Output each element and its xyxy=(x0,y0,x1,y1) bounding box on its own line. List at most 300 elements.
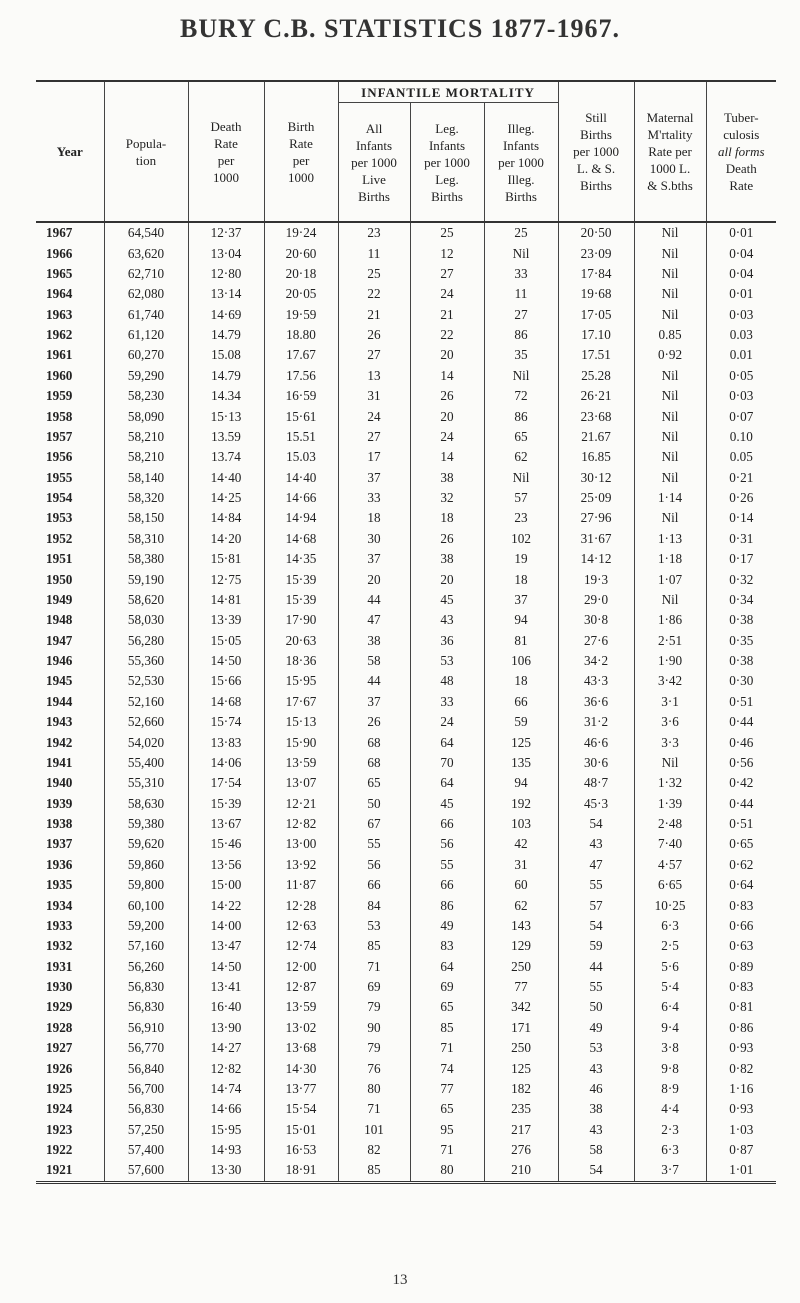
cell-birth-rate: 17.67 xyxy=(264,345,338,365)
cell-maternal-mortality: 6·3 xyxy=(634,1140,706,1160)
cell-population: 58,380 xyxy=(104,549,188,569)
cell-leg-infants: 20 xyxy=(410,406,484,426)
cell-illeg-infants: 57 xyxy=(484,488,558,508)
table-row xyxy=(36,1038,776,1058)
cell-population: 58,230 xyxy=(104,386,188,406)
cell-year: 1951 xyxy=(36,549,104,569)
cell-death-rate: 12·82 xyxy=(188,1058,264,1078)
cell-maternal-mortality: 1·32 xyxy=(634,773,706,793)
cell-population: 56,260 xyxy=(104,957,188,977)
cell-maternal-mortality: Nil xyxy=(634,386,706,406)
header-line: Illeg. xyxy=(507,120,535,136)
cell-maternal-mortality: 6·3 xyxy=(634,916,706,936)
cell-all-infants: 31 xyxy=(338,386,410,406)
cell-illeg-infants: 171 xyxy=(484,1018,558,1038)
table-row xyxy=(36,386,776,406)
cell-birth-rate: 12·74 xyxy=(264,936,338,956)
cell-birth-rate: 20·18 xyxy=(264,264,338,284)
cell-all-infants: 27 xyxy=(338,427,410,447)
table-row xyxy=(36,814,776,834)
cell-birth-rate: 12·82 xyxy=(264,814,338,834)
cell-population: 59,200 xyxy=(104,916,188,936)
cell-all-infants: 37 xyxy=(338,549,410,569)
cell-illeg-infants: 60 xyxy=(484,875,558,895)
cell-birth-rate: 14·35 xyxy=(264,549,338,569)
cell-still-births: 43 xyxy=(558,1058,634,1078)
cell-death-rate: 13·90 xyxy=(188,1018,264,1038)
cell-still-births: 16.85 xyxy=(558,447,634,467)
cell-birth-rate: 15·90 xyxy=(264,732,338,752)
cell-illeg-infants: 125 xyxy=(484,1058,558,1078)
cell-death-rate: 14·84 xyxy=(188,508,264,528)
cell-all-infants: 68 xyxy=(338,732,410,752)
cell-all-infants: 82 xyxy=(338,1140,410,1160)
cell-tuberculosis: 0·21 xyxy=(729,469,754,485)
cell-population: 58,090 xyxy=(104,406,188,426)
cell-all-infants: 23 xyxy=(338,222,410,243)
cell-death-rate: 15·81 xyxy=(188,549,264,569)
cell-all-infants: 27 xyxy=(338,345,410,365)
cell-maternal-mortality: Nil xyxy=(634,264,706,284)
cell-all-infants: 79 xyxy=(338,997,410,1017)
cell-still-births: 36·6 xyxy=(558,692,634,712)
cell-population: 59,800 xyxy=(104,875,188,895)
cell-birth-rate: 13·77 xyxy=(264,1079,338,1099)
cell-leg-infants: 20 xyxy=(410,569,484,589)
table-row xyxy=(36,936,776,956)
header-line: Rate xyxy=(729,178,754,193)
header-line: L. & S. xyxy=(576,161,616,176)
cell-year: 1927 xyxy=(36,1038,104,1058)
header-line: Births xyxy=(358,188,390,204)
cell-population: 62,080 xyxy=(104,284,188,304)
cell-illeg-infants: 19 xyxy=(484,549,558,569)
cell-still-births: 30·12 xyxy=(558,468,634,488)
cell-population: 59,620 xyxy=(104,834,188,854)
cell-tuberculosis: 0·17 xyxy=(729,551,754,567)
cell-leg-infants: 22 xyxy=(410,325,484,345)
cell-population: 58,210 xyxy=(104,427,188,447)
table-row xyxy=(36,569,776,589)
cell-leg-infants: 14 xyxy=(410,447,484,467)
table-row xyxy=(36,732,776,752)
cell-tuberculosis: 0·56 xyxy=(729,754,754,770)
cell-all-infants: 56 xyxy=(338,855,410,875)
cell-maternal-mortality: Nil xyxy=(634,305,706,325)
cell-death-rate: 13.59 xyxy=(188,427,264,447)
cell-tuberculosis: 0·83 xyxy=(729,897,754,913)
cell-year: 1926 xyxy=(36,1058,104,1078)
header-line: Still xyxy=(585,110,607,125)
cell-population: 58,030 xyxy=(104,610,188,630)
cell-year: 1965 xyxy=(36,264,104,284)
header-line: Death xyxy=(210,118,242,134)
cell-tuberculosis: 1·03 xyxy=(729,1121,754,1137)
cell-all-infants: 33 xyxy=(338,488,410,508)
cell-illeg-infants: 135 xyxy=(484,753,558,773)
cell-death-rate: 16·40 xyxy=(188,997,264,1017)
table-row xyxy=(36,794,776,814)
cell-year: 1923 xyxy=(36,1120,104,1140)
cell-leg-infants: 45 xyxy=(410,590,484,610)
header-line: per xyxy=(292,152,310,168)
cell-illeg-infants: 250 xyxy=(484,1038,558,1058)
cell-year: 1921 xyxy=(36,1160,104,1182)
cell-year: 1924 xyxy=(36,1099,104,1119)
cell-tuberculosis: 0·82 xyxy=(729,1060,754,1076)
cell-tuberculosis: 0·14 xyxy=(729,510,754,526)
cell-death-rate: 12·80 xyxy=(188,264,264,284)
cell-maternal-mortality: 1·07 xyxy=(634,569,706,589)
cell-birth-rate: 13·02 xyxy=(264,1018,338,1038)
cell-illeg-infants: 342 xyxy=(484,997,558,1017)
cell-birth-rate: 13·59 xyxy=(264,753,338,773)
cell-leg-infants: 14 xyxy=(410,366,484,386)
header-line: Births xyxy=(431,188,463,204)
cell-maternal-mortality: 10·25 xyxy=(634,895,706,915)
cell-maternal-mortality: Nil xyxy=(634,406,706,426)
table-row xyxy=(36,508,776,528)
cell-tuberculosis: 0·44 xyxy=(729,795,754,811)
cell-still-births: 31·2 xyxy=(558,712,634,732)
cell-maternal-mortality: 3·7 xyxy=(634,1160,706,1182)
cell-illeg-infants: 86 xyxy=(484,325,558,345)
cell-year: 1935 xyxy=(36,875,104,895)
cell-tuberculosis: 0·83 xyxy=(729,979,754,995)
cell-still-births: 19·68 xyxy=(558,284,634,304)
header-line: Rate xyxy=(214,135,238,151)
header-line: Infants xyxy=(502,137,540,153)
cell-maternal-mortality: 1·14 xyxy=(634,488,706,508)
cell-maternal-mortality: Nil xyxy=(634,366,706,386)
cell-illeg-infants: 192 xyxy=(484,794,558,814)
cell-death-rate: 14·20 xyxy=(188,529,264,549)
cell-population: 55,400 xyxy=(104,753,188,773)
cell-maternal-mortality: 5·4 xyxy=(634,977,706,997)
cell-tuberculosis: 0·35 xyxy=(729,632,754,648)
cell-still-births: 44 xyxy=(558,957,634,977)
cell-illeg-infants: 18 xyxy=(484,671,558,691)
cell-leg-infants: 26 xyxy=(410,386,484,406)
cell-birth-rate: 17.56 xyxy=(264,366,338,386)
cell-tuberculosis: 0·93 xyxy=(729,1040,754,1056)
cell-leg-infants: 71 xyxy=(410,1038,484,1058)
table-row xyxy=(36,1160,776,1182)
cell-all-infants: 20 xyxy=(338,569,410,589)
cell-leg-infants: 38 xyxy=(410,549,484,569)
cell-maternal-mortality: Nil xyxy=(634,468,706,488)
cell-tuberculosis: 0·01 xyxy=(729,225,754,241)
cell-tuberculosis: 0·51 xyxy=(729,693,754,709)
cell-birth-rate: 15.51 xyxy=(264,427,338,447)
cell-leg-infants: 38 xyxy=(410,468,484,488)
cell-tuberculosis: 0·31 xyxy=(729,530,754,546)
col-header-illeg-infants xyxy=(484,103,558,223)
cell-year: 1925 xyxy=(36,1079,104,1099)
cell-still-births: 25·09 xyxy=(558,488,634,508)
cell-leg-infants: 36 xyxy=(410,631,484,651)
cell-population: 60,270 xyxy=(104,345,188,365)
cell-maternal-mortality: 0·92 xyxy=(634,345,706,365)
cell-birth-rate: 15·39 xyxy=(264,569,338,589)
table-row xyxy=(36,957,776,977)
col-header-leg-infants xyxy=(410,103,484,223)
cell-death-rate: 15·95 xyxy=(188,1120,264,1140)
cell-illeg-infants: 35 xyxy=(484,345,558,365)
table-row xyxy=(36,1099,776,1119)
cell-maternal-mortality: Nil xyxy=(634,447,706,467)
cell-leg-infants: 85 xyxy=(410,1018,484,1038)
table-row xyxy=(36,671,776,691)
cell-illeg-infants: 106 xyxy=(484,651,558,671)
table-row xyxy=(36,753,776,773)
table-row xyxy=(36,325,776,345)
cell-death-rate: 14.34 xyxy=(188,386,264,406)
cell-death-rate: 15·00 xyxy=(188,875,264,895)
header-line: Illeg. xyxy=(507,171,535,187)
cell-still-births: 48·7 xyxy=(558,773,634,793)
cell-maternal-mortality: 3·1 xyxy=(634,692,706,712)
cell-tuberculosis: 0·03 xyxy=(729,306,754,322)
cell-still-births: 46 xyxy=(558,1079,634,1099)
cell-maternal-mortality: 2·3 xyxy=(634,1120,706,1140)
cell-still-births: 38 xyxy=(558,1099,634,1119)
header-line: 1000 xyxy=(213,169,239,185)
cell-all-infants: 90 xyxy=(338,1018,410,1038)
cell-tuberculosis: 0·38 xyxy=(729,612,754,628)
cell-year: 1950 xyxy=(36,569,104,589)
cell-leg-infants: 65 xyxy=(410,997,484,1017)
cell-population: 56,770 xyxy=(104,1038,188,1058)
cell-birth-rate: 12·28 xyxy=(264,895,338,915)
cell-death-rate: 13·47 xyxy=(188,936,264,956)
cell-year: 1963 xyxy=(36,305,104,325)
cell-all-infants: 44 xyxy=(338,590,410,610)
cell-still-births: 14·12 xyxy=(558,549,634,569)
cell-maternal-mortality: 2·48 xyxy=(634,814,706,834)
cell-all-infants: 101 xyxy=(338,1120,410,1140)
cell-maternal-mortality: 8·9 xyxy=(634,1079,706,1099)
cell-death-rate: 12·37 xyxy=(188,222,264,243)
cell-tuberculosis: 0·89 xyxy=(729,958,754,974)
cell-population: 58,210 xyxy=(104,447,188,467)
cell-birth-rate: 15·01 xyxy=(264,1120,338,1140)
cell-population: 63,620 xyxy=(104,243,188,263)
cell-leg-infants: 20 xyxy=(410,345,484,365)
header-line: Live xyxy=(362,171,386,187)
cell-still-births: 45·3 xyxy=(558,794,634,814)
table-row xyxy=(36,529,776,549)
cell-illeg-infants: 143 xyxy=(484,916,558,936)
header-line: per 1000 xyxy=(573,144,619,159)
cell-year: 1942 xyxy=(36,732,104,752)
table-row xyxy=(36,1120,776,1140)
cell-year: 1955 xyxy=(36,468,104,488)
cell-tuberculosis: 0·51 xyxy=(729,816,754,832)
cell-illeg-infants: 33 xyxy=(484,264,558,284)
cell-birth-rate: 19·59 xyxy=(264,305,338,325)
cell-tuberculosis: 0·81 xyxy=(729,999,754,1015)
cell-year: 1953 xyxy=(36,508,104,528)
header-line: Birth xyxy=(287,118,315,134)
cell-maternal-mortality: 1·39 xyxy=(634,794,706,814)
cell-year: 1959 xyxy=(36,386,104,406)
cell-still-births: 47 xyxy=(558,855,634,875)
cell-all-infants: 58 xyxy=(338,651,410,671)
cell-illeg-infants: 86 xyxy=(484,406,558,426)
cell-year: 1940 xyxy=(36,773,104,793)
table-row xyxy=(36,773,776,793)
cell-all-infants: 69 xyxy=(338,977,410,997)
cell-all-infants: 71 xyxy=(338,957,410,977)
cell-maternal-mortality: 1·18 xyxy=(634,549,706,569)
cell-population: 58,140 xyxy=(104,468,188,488)
cell-tuberculosis: 0·65 xyxy=(729,836,754,852)
cell-illeg-infants: 66 xyxy=(484,692,558,712)
cell-year: 1945 xyxy=(36,671,104,691)
header-line: Infants xyxy=(355,137,393,153)
cell-birth-rate: 20·60 xyxy=(264,243,338,263)
cell-maternal-mortality: Nil xyxy=(634,508,706,528)
cell-tuberculosis: 0.01 xyxy=(729,347,753,363)
cell-death-rate: 14·25 xyxy=(188,488,264,508)
cell-illeg-infants: 72 xyxy=(484,386,558,406)
table-row xyxy=(36,488,776,508)
cell-death-rate: 13·67 xyxy=(188,814,264,834)
cell-all-infants: 79 xyxy=(338,1038,410,1058)
cell-year: 1937 xyxy=(36,834,104,854)
cell-still-births: 23·09 xyxy=(558,243,634,263)
cell-population: 64,540 xyxy=(104,222,188,243)
header-line: Leg. xyxy=(435,120,459,136)
cell-birth-rate: 13·59 xyxy=(264,997,338,1017)
cell-still-births: 54 xyxy=(558,1160,634,1182)
cell-leg-infants: 49 xyxy=(410,916,484,936)
cell-population: 61,120 xyxy=(104,325,188,345)
header-line: all forms xyxy=(717,144,765,159)
cell-all-infants: 17 xyxy=(338,447,410,467)
cell-all-infants: 65 xyxy=(338,773,410,793)
cell-year: 1956 xyxy=(36,447,104,467)
cell-still-births: 50 xyxy=(558,997,634,1017)
cell-death-rate: 12·75 xyxy=(188,569,264,589)
cell-leg-infants: 71 xyxy=(410,1140,484,1160)
cell-population: 58,150 xyxy=(104,508,188,528)
cell-still-births: 27·96 xyxy=(558,508,634,528)
cell-illeg-infants: 25 xyxy=(484,222,558,243)
cell-tuberculosis: 0·66 xyxy=(729,917,754,933)
cell-still-births: 30·8 xyxy=(558,610,634,630)
cell-death-rate: 15.08 xyxy=(188,345,264,365)
cell-death-rate: 15·39 xyxy=(188,794,264,814)
group-header-infantile-mortality: INFANTILE MORTALITY xyxy=(338,82,558,103)
table-row xyxy=(36,305,776,325)
cell-illeg-infants: 125 xyxy=(484,732,558,752)
cell-all-infants: 84 xyxy=(338,895,410,915)
cell-year: 1961 xyxy=(36,345,104,365)
cell-all-infants: 25 xyxy=(338,264,410,284)
cell-maternal-mortality: 5·6 xyxy=(634,957,706,977)
table-row xyxy=(36,1018,776,1038)
cell-leg-infants: 24 xyxy=(410,712,484,732)
header-line: tion xyxy=(135,152,157,168)
cell-all-infants: 38 xyxy=(338,631,410,651)
cell-death-rate: 15·66 xyxy=(188,671,264,691)
cell-population: 59,380 xyxy=(104,814,188,834)
cell-death-rate: 13.74 xyxy=(188,447,264,467)
cell-birth-rate: 14·30 xyxy=(264,1058,338,1078)
cell-illeg-infants: 182 xyxy=(484,1079,558,1099)
cell-population: 57,160 xyxy=(104,936,188,956)
cell-birth-rate: 19·24 xyxy=(264,222,338,243)
col-header-birth-rate xyxy=(264,82,338,222)
cell-death-rate: 14·81 xyxy=(188,590,264,610)
cell-tuberculosis: 0·44 xyxy=(729,714,754,730)
cell-maternal-mortality: 2·5 xyxy=(634,936,706,956)
cell-all-infants: 85 xyxy=(338,1160,410,1182)
cell-illeg-infants: 37 xyxy=(484,590,558,610)
cell-illeg-infants: 27 xyxy=(484,305,558,325)
cell-population: 52,660 xyxy=(104,712,188,732)
cell-maternal-mortality: Nil xyxy=(634,284,706,304)
cell-death-rate: 15·46 xyxy=(188,834,264,854)
cell-leg-infants: 70 xyxy=(410,753,484,773)
cell-maternal-mortality: Nil xyxy=(634,222,706,243)
cell-population: 57,600 xyxy=(104,1160,188,1182)
cell-death-rate: 15·13 xyxy=(188,406,264,426)
cell-tuberculosis: 0·64 xyxy=(729,877,754,893)
cell-still-births: 43 xyxy=(558,1120,634,1140)
cell-still-births: 17.10 xyxy=(558,325,634,345)
header-line: Popula- xyxy=(125,135,167,151)
cell-leg-infants: 66 xyxy=(410,875,484,895)
cell-all-infants: 13 xyxy=(338,366,410,386)
cell-leg-infants: 48 xyxy=(410,671,484,691)
header-line: Births xyxy=(580,127,612,142)
cell-year: 1954 xyxy=(36,488,104,508)
cell-maternal-mortality: 1·13 xyxy=(634,529,706,549)
cell-year: 1931 xyxy=(36,957,104,977)
cell-illeg-infants: 23 xyxy=(484,508,558,528)
cell-still-births: 17.51 xyxy=(558,345,634,365)
cell-population: 61,740 xyxy=(104,305,188,325)
table-row xyxy=(36,284,776,304)
cell-tuberculosis: 0·34 xyxy=(729,591,754,607)
cell-still-births: 26·21 xyxy=(558,386,634,406)
cell-maternal-mortality: Nil xyxy=(634,753,706,773)
cell-still-births: 58 xyxy=(558,1140,634,1160)
cell-maternal-mortality: 0.85 xyxy=(634,325,706,345)
cell-population: 54,020 xyxy=(104,732,188,752)
cell-leg-infants: 25 xyxy=(410,222,484,243)
cell-birth-rate: 15.03 xyxy=(264,447,338,467)
cell-birth-rate: 17·67 xyxy=(264,692,338,712)
header-line: M'rtality xyxy=(647,127,693,142)
table-row xyxy=(36,712,776,732)
cell-year: 1967 xyxy=(36,222,104,243)
cell-population: 62,710 xyxy=(104,264,188,284)
cell-year: 1932 xyxy=(36,936,104,956)
cell-still-births: 23·68 xyxy=(558,406,634,426)
cell-birth-rate: 15·61 xyxy=(264,406,338,426)
cell-tuberculosis: 0·63 xyxy=(729,938,754,954)
cell-leg-infants: 27 xyxy=(410,264,484,284)
cell-birth-rate: 15·39 xyxy=(264,590,338,610)
cell-death-rate: 14.79 xyxy=(188,325,264,345)
cell-population: 56,830 xyxy=(104,977,188,997)
cell-population: 56,830 xyxy=(104,997,188,1017)
cell-maternal-mortality: Nil xyxy=(634,243,706,263)
